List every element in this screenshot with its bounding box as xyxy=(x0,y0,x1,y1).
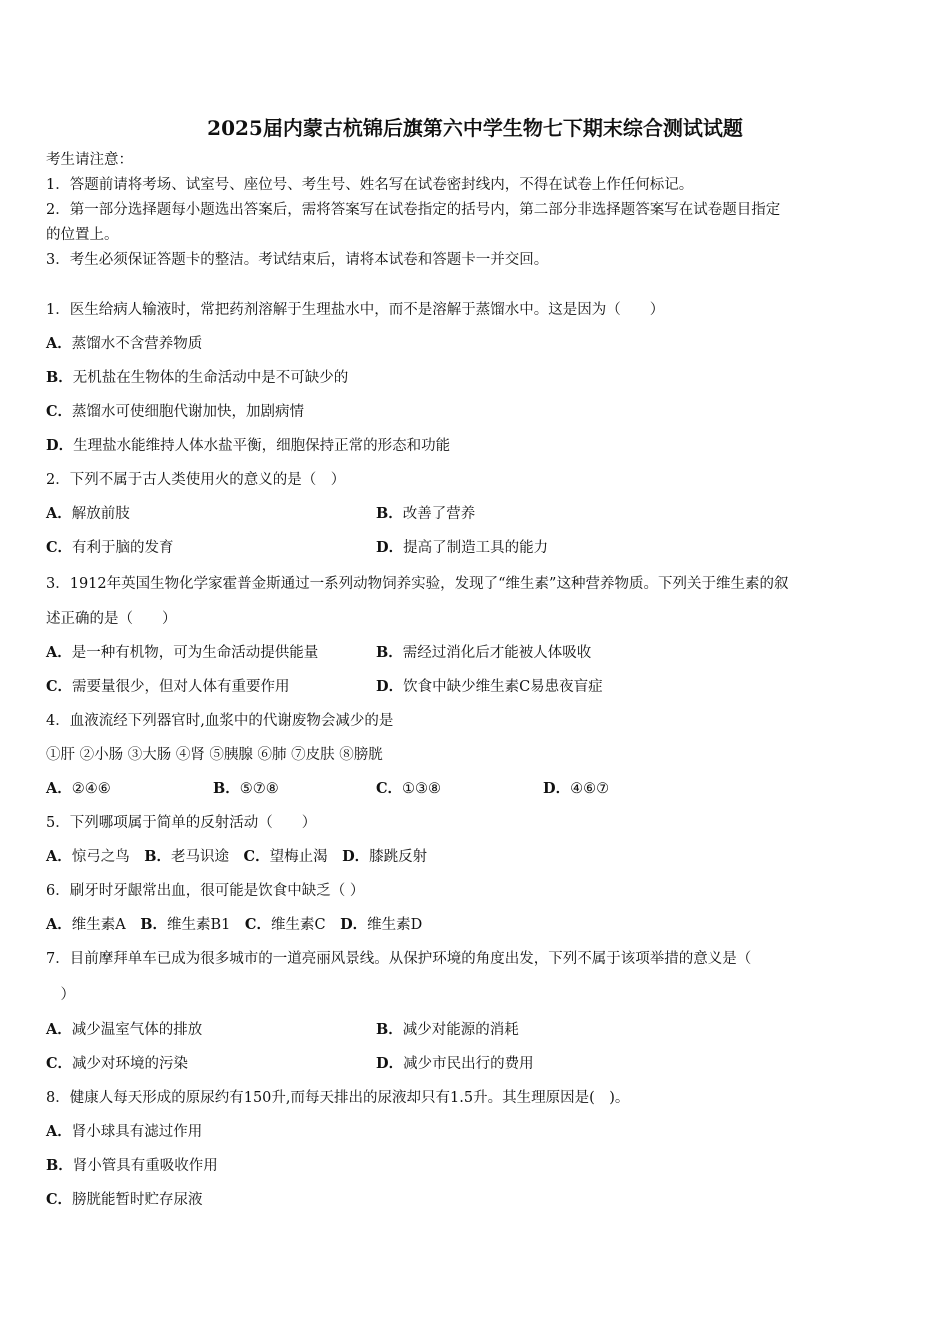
question-6-stem: 6．刷牙时牙龈常出血，很可能是饮食中缺乏（ ） xyxy=(46,883,365,899)
q3-option-b: B．需经过消化后才能被人体吸收 xyxy=(376,644,592,661)
q6-options: A．维生素A B．维生素B1 C．维生素C D．维生素D xyxy=(46,916,423,933)
q1-option-b: B．无机盐在生物体的生命活动中是不可缺少的 xyxy=(46,369,349,386)
q2-option-a: A．解放前肢 xyxy=(46,505,130,522)
q1-option-c: C．蒸馏水可使细胞代谢加快，加剧病情 xyxy=(46,403,305,420)
question-7-stem-cont: ） xyxy=(46,987,75,1003)
q4-option-d: D．④⑥⑦ xyxy=(543,780,610,797)
q7-option-d: D．减少市民出行的费用 xyxy=(376,1055,534,1072)
question-5-stem: 5．下列哪项属于简单的反射活动（ ） xyxy=(46,815,317,831)
q3-option-a: A．是一种有机物，可为生命活动提供能量 xyxy=(46,644,319,661)
question-4-organs: ①肝 ②小肠 ③大肠 ④肾 ⑤胰腺 ⑥肺 ⑦皮肤 ⑧膀胱 xyxy=(46,747,383,763)
q2-option-b: B．改善了营养 xyxy=(376,505,476,522)
q8-option-a: A．肾小球具有滤过作用 xyxy=(46,1123,203,1140)
question-7-stem: 7．目前摩拜单车已成为很多城市的一道亮丽风景线。从保护环境的角度出发，下列不属于该项举措的意义是（ xyxy=(46,951,752,967)
notice-heading: 考生请注意： xyxy=(46,152,133,168)
notice-item: 2．第一部分选择题每小题选出答案后，需将答案写在试卷指定的括号内，第二部分非选择题答案写在试卷题目指定 xyxy=(46,202,781,218)
q1-option-d: D．生理盐水能维持人体水盐平衡，细胞保持正常的形态和功能 xyxy=(46,437,451,454)
question-2-stem: 2．下列不属于古人类使用火的意义的是（ ） xyxy=(46,472,346,488)
q7-option-a: A．减少温室气体的排放 xyxy=(46,1021,203,1038)
question-3-stem-cont: 述正确的是（ ） xyxy=(46,611,177,627)
q4-option-a: A．②④⑥ xyxy=(46,780,111,797)
q2-option-c: C．有利于脑的发育 xyxy=(46,539,174,556)
q8-option-b: B．肾小管具有重吸收作用 xyxy=(46,1157,218,1174)
notice-item: 1．答题前请将考场、试室号、座位号、考生号、姓名写在试卷密封线内，不得在试卷上作任何标记。 xyxy=(46,177,694,193)
q7-option-b: B．减少对能源的消耗 xyxy=(376,1021,519,1038)
q4-option-c: C．①③⑧ xyxy=(376,780,442,797)
notice-item: 3．考生必须保证答题卡的整洁。考试结束后，请将本试卷和答题卡一并交回。 xyxy=(46,252,549,268)
question-8-stem: 8．健康人每天形成的原尿约有150升,而每天排出的尿液却只有1.5升。其生理原因是( )。 xyxy=(46,1090,630,1106)
question-1-stem: 1．医生给病人输液时，常把药剂溶解于生理盐水中，而不是溶解于蒸馏水中。这是因为（ ） xyxy=(46,302,665,318)
q3-option-d: D．饮食中缺少维生素C易患夜盲症 xyxy=(376,678,603,695)
notice-item: 的位置上。 xyxy=(46,227,119,243)
q7-option-c: C．减少对环境的污染 xyxy=(46,1055,189,1072)
q8-option-c: C．膀胱能暂时贮存尿液 xyxy=(46,1191,203,1208)
q3-option-c: C．需要量很少，但对人体有重要作用 xyxy=(46,678,290,695)
q2-option-d: D．提高了制造工具的能力 xyxy=(376,539,549,556)
page-title: 2025届内蒙古杭锦后旗第六中学生物七下期末综合测试试题 xyxy=(207,116,743,140)
q4-option-b: B．⑤⑦⑧ xyxy=(213,780,279,797)
question-3-stem: 3．1912年英国生物化学家霍普金斯通过一系列动物饲养实验，发现了“维生素”这种营养物质。下列关于维生素的叙 xyxy=(46,576,789,592)
question-4-stem: 4．血液流经下列器官时,血浆中的代谢废物会减少的是 xyxy=(46,713,394,729)
q5-options: A．惊弓之鸟 B．老马识途 C．望梅止渴 D．膝跳反射 xyxy=(46,848,428,865)
q1-option-a: A．蒸馏水不含营养物质 xyxy=(46,335,203,352)
